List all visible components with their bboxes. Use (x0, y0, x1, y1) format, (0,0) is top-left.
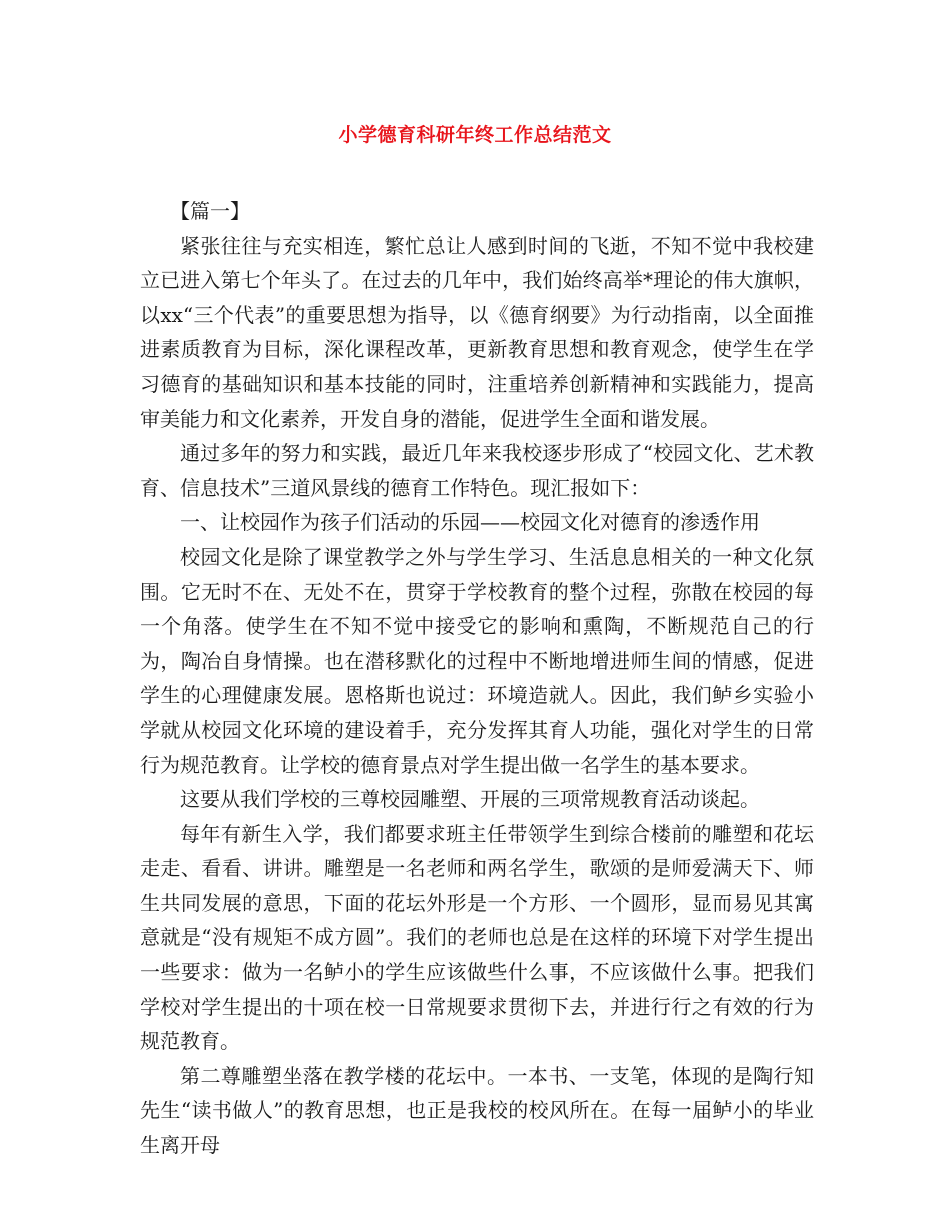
paragraph: 每年有新生入学，我们都要求班主任带领学生到综合楼前的雕塑和花坛走走、看看、讲讲。雕塑是一名老师和两名学生，歌颂的是师爱满天下、师生共同发展的意思，下面的花坛外形是一个方形、一个圆形，显而易见其寓意就是“没有规矩不成方圆”。我们的老师也总是在这样的环境下对学生提出一些要求：做为一名鲈小的学生应该做些什么事，不应该做什么事。把我们学校对学生提出的十项在校一日常规要求贯彻下去，并进行行之有效的行为规范教育。 (140, 821, 814, 1054)
paragraph: 校园文化是除了课堂教学之外与学生学习、生活息息相关的一种文化氛围。它无时不在、无处不在，贯穿于学校教育的整个过程，弥散在校园的每一个角落。使学生在不知不觉中接受它的影响和熏陶，不断规范自己的行为，陶冶自身情操。也在潜移默化的过程中不断地增进师生间的情感，促进学生的心理健康发展。恩格斯也说过：环境造就人。因此，我们鲈乡实验小学就从校园文化环境的建设着手，充分发挥其育人功能，强化对学生的日常行为规范教育。让学校的德育景点对学生提出做一名学生的基本要求。 (140, 544, 814, 777)
document-title: 小学德育科研年终工作总结范文 (338, 124, 612, 146)
document-body (140, 194, 814, 1163)
section-heading: 一、让校园作为孩子们活动的乐园——校园文化对德育的渗透作用 (180, 510, 760, 535)
paragraph: 第二尊雕塑坐落在教学楼的花坛中。一本书、一支笔，体现的是陶行知先生“读书做人”的教育思想，也正是我校的校风所在。在每一届鲈小的毕业生离开母 (140, 1063, 814, 1158)
paragraph: 紧张往往与充实相连，繁忙总让人感到时间的飞逝，不知不觉中我校建立已进入第七个年头了。在过去的几年中，我们始终高举*理论的伟大旗帜，以xx“三个代表”的重要思想为指导，以《德育纲要》为行动指南，以全面推进素质教育为目标，深化课程改革，更新教育思想和教育观念，使学生在学习德育的基础知识和基本技能的同时，注重培养创新精神和实践能力，提高审美能力和文化素养，开发自身的潜能，促进学生全面和谐发展。 (140, 233, 814, 431)
paragraph: 这要从我们学校的三尊校园雕塑、开展的三项常规教育活动谈起。 (180, 787, 760, 812)
section-label: 【篇一】 (170, 199, 250, 223)
paragraph: 通过多年的努力和实践，最近几年来我校逐步形成了“校园文化、艺术教育、信息技术”三道风景线的德育工作特色。现汇报如下： (140, 441, 814, 500)
